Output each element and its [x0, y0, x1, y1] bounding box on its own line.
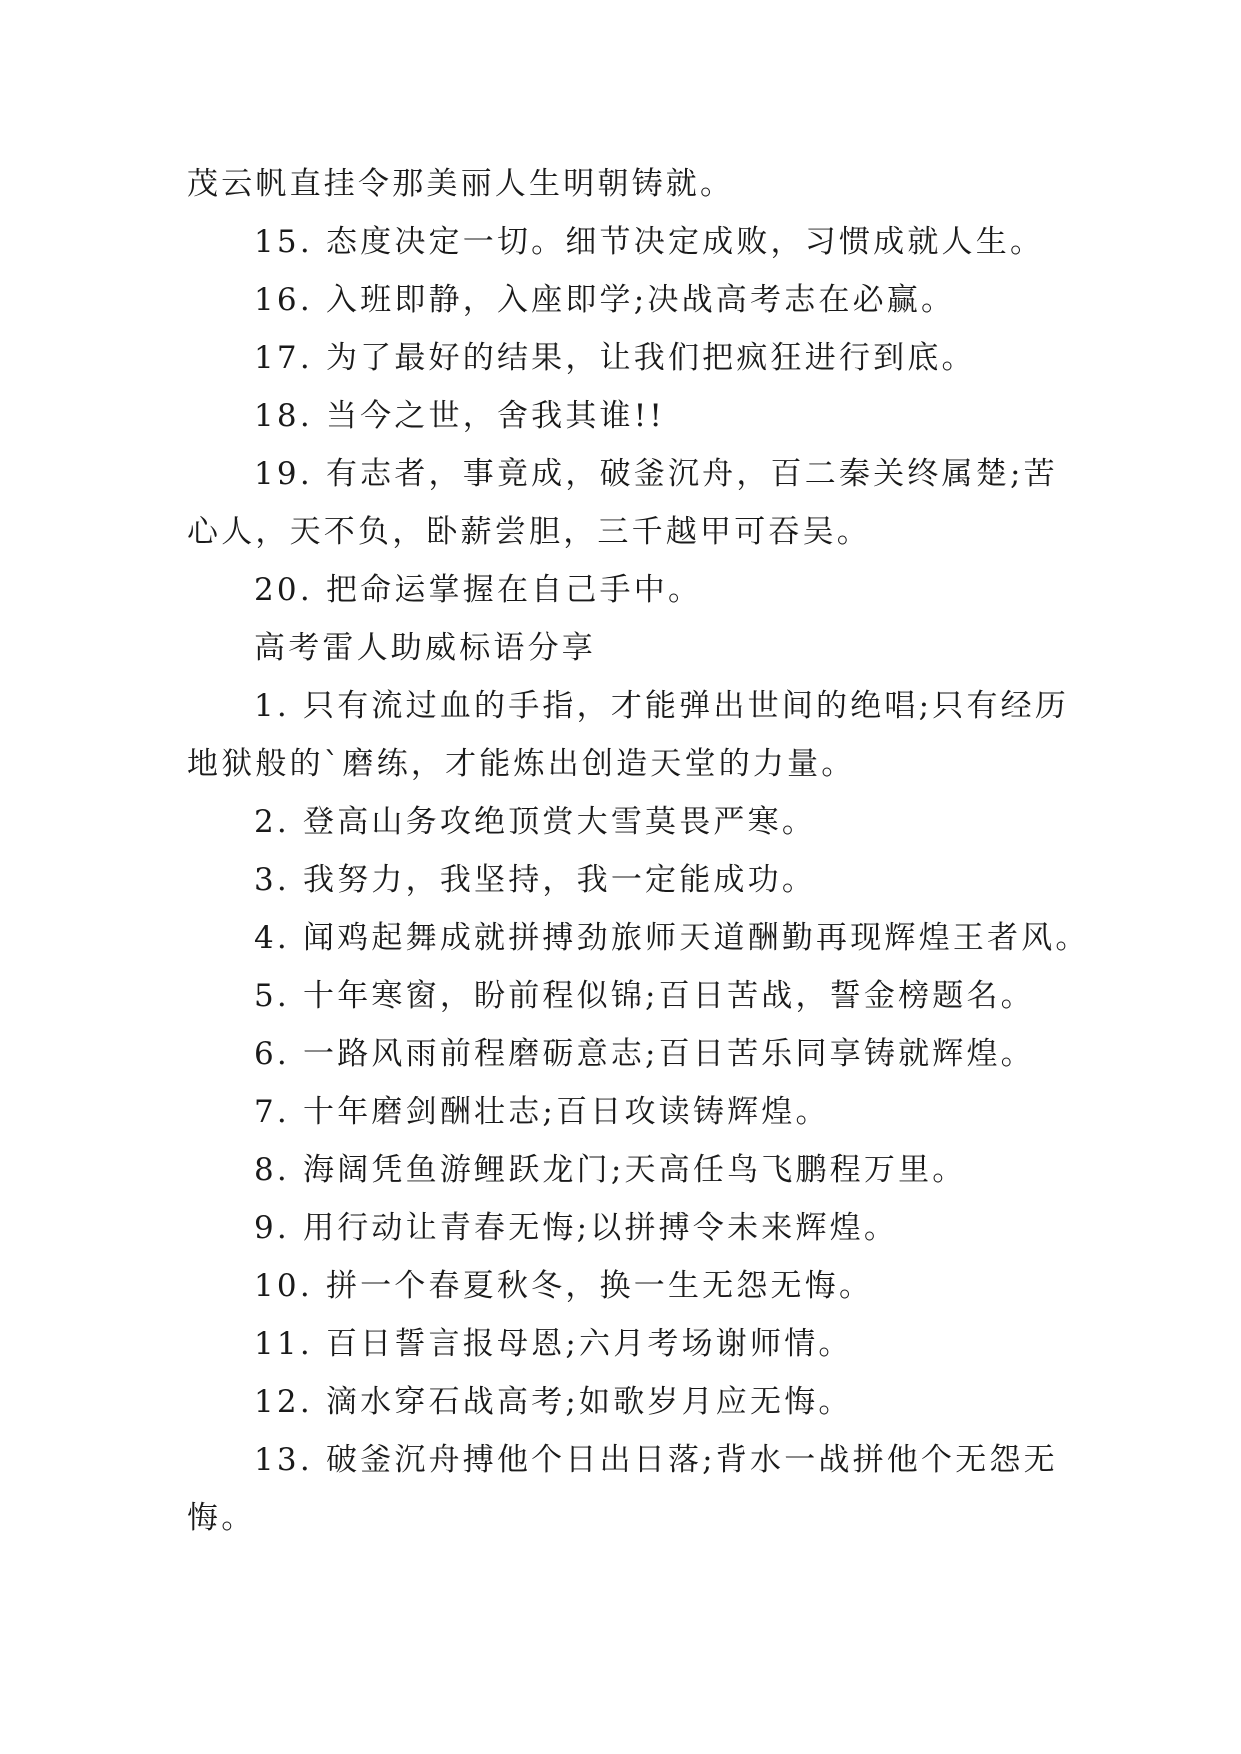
slogan-3: 3. 我努力，我坚持，我一定能成功。: [254, 862, 817, 898]
slogan-9: 9. 用行动让青春无悔;以拼搏令未来辉煌。: [254, 1210, 899, 1246]
slogan-8: 8. 海阔凭鱼游鲤跃龙门;天高任鸟飞鹏程万里。: [254, 1152, 967, 1188]
slogan-1-continued: 地狱般的`磨练，才能炼出创造天堂的力量。: [187, 746, 856, 782]
slogan-17: 17. 为了最好的结果，让我们把疯狂进行到底。: [254, 340, 976, 376]
slogan-19: 19. 有志者，事竟成，破釜沉舟，百二秦关终属楚;苦: [254, 456, 1058, 492]
slogan-19-continued: 心人，天不负，卧薪尝胆，三千越甲可吞吴。: [187, 514, 871, 550]
slogan-5: 5. 十年寒窗，盼前程似锦;百日苦战，誓金榜题名。: [254, 978, 1035, 1014]
document-body: [187, 155, 1090, 1547]
slogan-7: 7. 十年磨剑酬壮志;百日攻读铸辉煌。: [254, 1094, 830, 1130]
slogan-13: 13. 破釜沉舟搏他个日出日落;背水一战拼他个无怨无: [254, 1442, 1058, 1478]
slogan-11: 11. 百日誓言报母恩;六月考场谢师情。: [254, 1326, 853, 1362]
slogan-1: 1. 只有流过血的手指，才能弹出世间的绝唱;只有经历: [254, 688, 1070, 724]
slogan-16: 16. 入班即静，入座即学;决战高考志在必赢。: [254, 282, 956, 318]
slogan-2: 2. 登高山务攻绝顶赏大雪莫畏严寒。: [254, 804, 817, 840]
slogan-10: 10. 拼一个春夏秋冬，换一生无怨无悔。: [254, 1268, 874, 1304]
section-heading: 高考雷人助威标语分享: [254, 630, 596, 666]
slogan-15: 15. 态度决定一切。细节决定成败，习惯成就人生。: [254, 224, 1045, 260]
slogan-18: 18. 当今之世，舍我其谁!!: [254, 398, 666, 434]
slogan-12: 12. 滴水穿石战高考;如歌岁月应无悔。: [254, 1384, 853, 1420]
slogan-20: 20. 把命运掌握在自己手中。: [254, 572, 703, 608]
slogan-6: 6. 一路风雨前程磨砺意志;百日苦乐同享铸就辉煌。: [254, 1036, 1035, 1072]
paragraph-line: 茂云帆直挂令那美丽人生明朝铸就。: [187, 166, 735, 202]
slogan-4: 4. 闻鸡起舞成就拼搏劲旅师天道酬勤再现辉煌王者风。: [254, 920, 1090, 956]
slogan-13-continued: 悔。: [187, 1500, 256, 1536]
